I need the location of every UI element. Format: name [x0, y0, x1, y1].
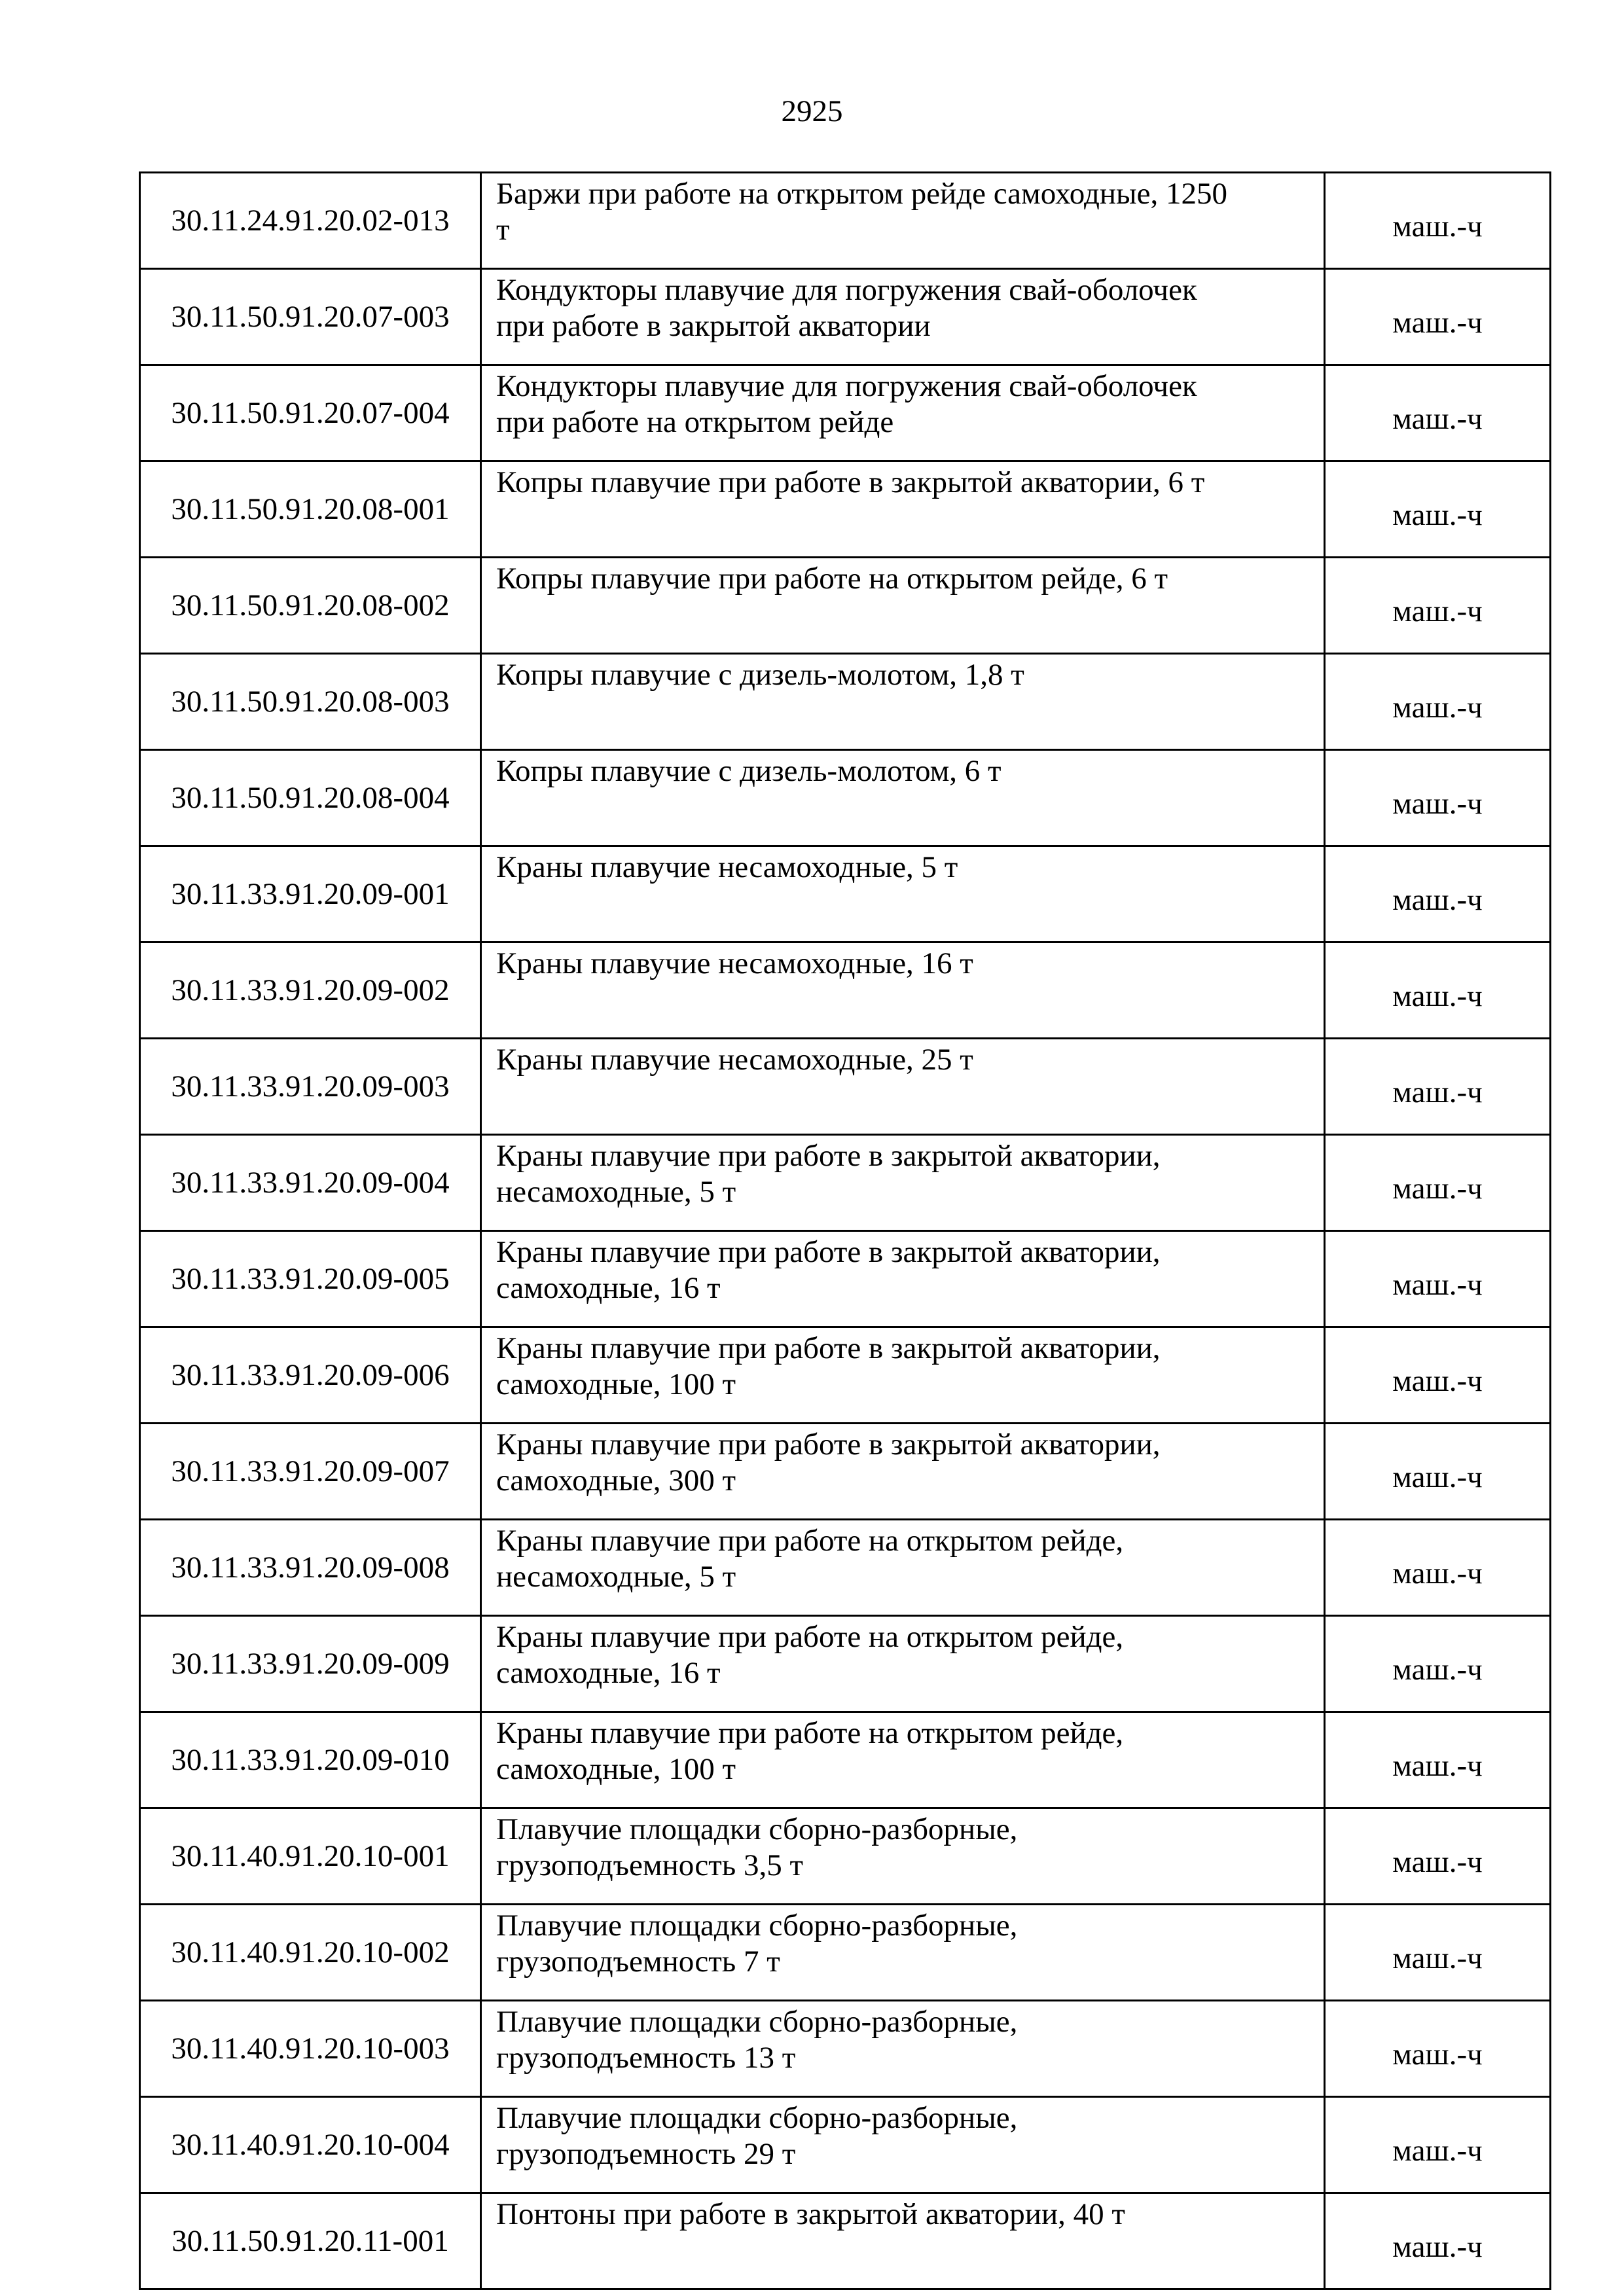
table-row: [140, 365, 1551, 461]
table-row: [140, 269, 1551, 365]
unit-cell: маш.-ч: [1325, 1905, 1551, 2001]
table-row: [140, 654, 1551, 750]
table-row: [140, 1808, 1551, 1905]
unit-cell: маш.-ч: [1325, 2193, 1551, 2289]
resource-code-cell: 30.11.24.91.20.02-013: [140, 173, 481, 269]
resource-code-cell: 30.11.50.91.20.08-004: [140, 750, 481, 846]
unit-cell: маш.-ч: [1325, 1327, 1551, 1424]
resource-code-cell: 30.11.40.91.20.10-003: [140, 2001, 481, 2097]
resource-code-cell: 30.11.33.91.20.09-001: [140, 846, 481, 942]
unit-cell: маш.-ч: [1325, 461, 1551, 558]
resource-code-cell: 30.11.33.91.20.09-002: [140, 942, 481, 1039]
resource-code-cell: 30.11.33.91.20.09-006: [140, 1327, 481, 1424]
table-row: [140, 2193, 1551, 2289]
table-row: [140, 2097, 1551, 2193]
resource-code-cell: 30.11.33.91.20.09-003: [140, 1039, 481, 1135]
resource-name-cell: Понтоны при работе в закрытой акватории, 40 т: [481, 2193, 1325, 2289]
resource-name-cell: Копры плавучие при работе в закрытой акватории, 6 т: [481, 461, 1325, 558]
resource-code-cell: 30.11.40.91.20.10-004: [140, 2097, 481, 2193]
resource-name-cell: Копры плавучие при работе на открытом рейде, 6 т: [481, 558, 1325, 654]
table-row: [140, 1039, 1551, 1135]
unit-cell: маш.-ч: [1325, 365, 1551, 461]
resource-name-cell: Краны плавучие при работе в закрытой акватории, самоходные, 100 т: [481, 1327, 1325, 1424]
table-row: [140, 1905, 1551, 2001]
resource-name-cell: Краны плавучие при работе на открытом рейде, самоходные, 100 т: [481, 1712, 1325, 1808]
unit-cell: маш.-ч: [1325, 173, 1551, 269]
resource-code-cell: 30.11.50.91.20.11-001: [140, 2193, 481, 2289]
resource-code-cell: 30.11.33.91.20.09-004: [140, 1135, 481, 1231]
resource-code-cell: 30.11.40.91.20.10-001: [140, 1808, 481, 1905]
table-row: [140, 1424, 1551, 1520]
unit-cell: маш.-ч: [1325, 846, 1551, 942]
table-row: [140, 1520, 1551, 1616]
resource-code-cell: 30.11.33.91.20.09-005: [140, 1231, 481, 1327]
resource-name-cell: Копры плавучие с дизель-молотом, 1,8 т: [481, 654, 1325, 750]
table-row: [140, 1135, 1551, 1231]
resource-name-cell: Краны плавучие несамоходные, 5 т: [481, 846, 1325, 942]
resource-code-cell: 30.11.50.91.20.07-004: [140, 365, 481, 461]
resource-name-cell: Краны плавучие при работе в закрытой акватории, самоходные, 16 т: [481, 1231, 1325, 1327]
unit-cell: маш.-ч: [1325, 1039, 1551, 1135]
resource-code-cell: 30.11.40.91.20.10-002: [140, 1905, 481, 2001]
unit-cell: маш.-ч: [1325, 1520, 1551, 1616]
resource-name-cell: Краны плавучие несамоходные, 25 т: [481, 1039, 1325, 1135]
unit-cell: маш.-ч: [1325, 2001, 1551, 2097]
table-row: [140, 558, 1551, 654]
table-row: [140, 2001, 1551, 2097]
resource-name-cell: Кондукторы плавучие для погружения свай-оболочек при работе в закрытой акватории: [481, 269, 1325, 365]
table-row: [140, 846, 1551, 942]
unit-cell: маш.-ч: [1325, 942, 1551, 1039]
unit-cell: маш.-ч: [1325, 269, 1551, 365]
resource-table: [139, 171, 1551, 2290]
resource-name-cell: Кондукторы плавучие для погружения свай-оболочек при работе на открытом рейде: [481, 365, 1325, 461]
resource-table-body: [140, 173, 1551, 2289]
resource-code-cell: 30.11.50.91.20.08-003: [140, 654, 481, 750]
unit-cell: маш.-ч: [1325, 1712, 1551, 1808]
resource-name-cell: Краны плавучие при работе в закрытой акватории, несамоходные, 5 т: [481, 1135, 1325, 1231]
unit-cell: маш.-ч: [1325, 750, 1551, 846]
resource-code-cell: 30.11.33.91.20.09-007: [140, 1424, 481, 1520]
resource-name-cell: Краны плавучие при работе на открытом рейде, самоходные, 16 т: [481, 1616, 1325, 1712]
resource-name-cell: Краны плавучие при работе на открытом рейде, несамоходные, 5 т: [481, 1520, 1325, 1616]
page-number: 2925: [781, 94, 843, 128]
unit-cell: маш.-ч: [1325, 1808, 1551, 1905]
table-row: [140, 1616, 1551, 1712]
resource-code-cell: 30.11.33.91.20.09-009: [140, 1616, 481, 1712]
unit-cell: маш.-ч: [1325, 1616, 1551, 1712]
resource-code-cell: 30.11.50.91.20.08-001: [140, 461, 481, 558]
resource-name-cell: Плавучие площадки сборно-разборные, грузоподъемность 3,5 т: [481, 1808, 1325, 1905]
unit-cell: маш.-ч: [1325, 1231, 1551, 1327]
unit-cell: маш.-ч: [1325, 1424, 1551, 1520]
resource-name-cell: Краны плавучие несамоходные, 16 т: [481, 942, 1325, 1039]
resource-name-cell: Плавучие площадки сборно-разборные, грузоподъемность 29 т: [481, 2097, 1325, 2193]
unit-cell: маш.-ч: [1325, 654, 1551, 750]
table-row: [140, 1712, 1551, 1808]
table-row: [140, 173, 1551, 269]
resource-name-cell: Плавучие площадки сборно-разборные, грузоподъемность 7 т: [481, 1905, 1325, 2001]
resource-name-cell: Копры плавучие с дизель-молотом, 6 т: [481, 750, 1325, 846]
unit-cell: маш.-ч: [1325, 1135, 1551, 1231]
resource-code-cell: 30.11.33.91.20.09-008: [140, 1520, 481, 1616]
table-row: [140, 1231, 1551, 1327]
resource-name-cell: Баржи при работе на открытом рейде самоходные, 1250 т: [481, 173, 1325, 269]
table-row: [140, 750, 1551, 846]
resource-name-cell: Краны плавучие при работе в закрытой акватории, самоходные, 300 т: [481, 1424, 1325, 1520]
unit-cell: маш.-ч: [1325, 2097, 1551, 2193]
unit-cell: маш.-ч: [1325, 558, 1551, 654]
table-row: [140, 461, 1551, 558]
resource-code-cell: 30.11.50.91.20.07-003: [140, 269, 481, 365]
resource-code-cell: 30.11.33.91.20.09-010: [140, 1712, 481, 1808]
table-row: [140, 942, 1551, 1039]
resource-code-cell: 30.11.50.91.20.08-002: [140, 558, 481, 654]
table-row: [140, 1327, 1551, 1424]
resource-name-cell: Плавучие площадки сборно-разборные, грузоподъемность 13 т: [481, 2001, 1325, 2097]
